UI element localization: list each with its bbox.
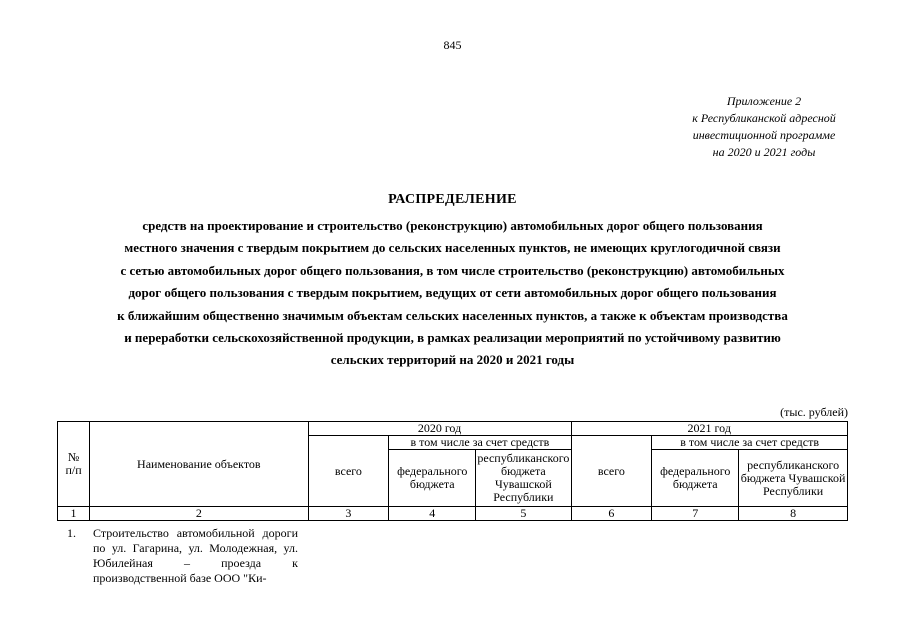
header-including-2021: в том числе за счет средств [652,436,848,450]
header-total-2021: всего [571,436,652,507]
subtitle-line: местного значения с твердым покрытием до сельских населенных пунктов, не имеющих круглогодичной связи [124,240,781,256]
subtitle-line: к ближайшим общественно значимым объектам сельских населенных пунктов, а также к объектам производства [117,307,788,323]
document-subtitle [40,215,865,372]
subtitle-line: с сетью автомобильных дорог общего пользования, в том числе строительство (реконструкцию) автомобильных [120,262,785,278]
subtitle-line: сельских территорий на 2020 и 2021 годы [330,352,575,368]
header-year-2021: 2021 год [571,422,848,436]
column-number: 5 [476,507,571,521]
header-year-2020: 2020 год [308,422,571,436]
header-including-2020: в том числе за счет средств [389,436,571,450]
row-number: 1. [67,526,76,540]
units-note: (тыс. рублей) [780,405,848,419]
column-number: 1 [58,507,90,521]
column-number: 4 [389,507,476,521]
column-number: 2 [90,507,308,521]
column-number: 6 [571,507,652,521]
column-number: 3 [308,507,389,521]
header-row-number: № п/п [58,422,90,507]
header-total-2020: всего [308,436,389,507]
header-republic-2020: республиканского бюджета Чувашской Республики [476,450,571,507]
column-number: 7 [652,507,739,521]
header-federal-2020: федерального бюджета [389,450,476,507]
page-number: 845 [443,38,462,52]
header-republic-2021: республиканского бюджета Чувашской Республики [739,450,848,507]
appendix-line: инвестиционной программе [692,128,836,142]
header-federal-2021: федерального бюджета [652,450,739,507]
distribution-table [57,421,848,521]
appendix-line: на 2020 и 2021 годы [712,145,816,159]
subtitle-line: средств на проектирование и строительство (реконструкцию) автомобильных дорог общего пользования [142,218,763,233]
subtitle-line: и переработки сельскохозяйственной продукции, в рамках реализации мероприятий по устойчивому развитию [124,330,781,346]
document-title: РАСПРЕДЕЛЕНИЕ [388,192,517,207]
header-object-name: Наименование объектов [90,422,308,507]
subtitle-line: дорог общего пользования с твердым покрытием, ведущих от сети автомобильных дорог общего пользования [128,285,777,301]
appendix-line: Приложение 2 [726,94,802,108]
appendix-note [640,93,888,161]
column-number: 8 [739,507,848,521]
row-object-name: Строительство автомобильной дороги по ул. Гагарина, ул. Молодежная, ул. Юбилейная – проезда к производственной базе ООО "Ки- [93,526,298,585]
appendix-line: к Республиканской адресной [692,111,836,125]
